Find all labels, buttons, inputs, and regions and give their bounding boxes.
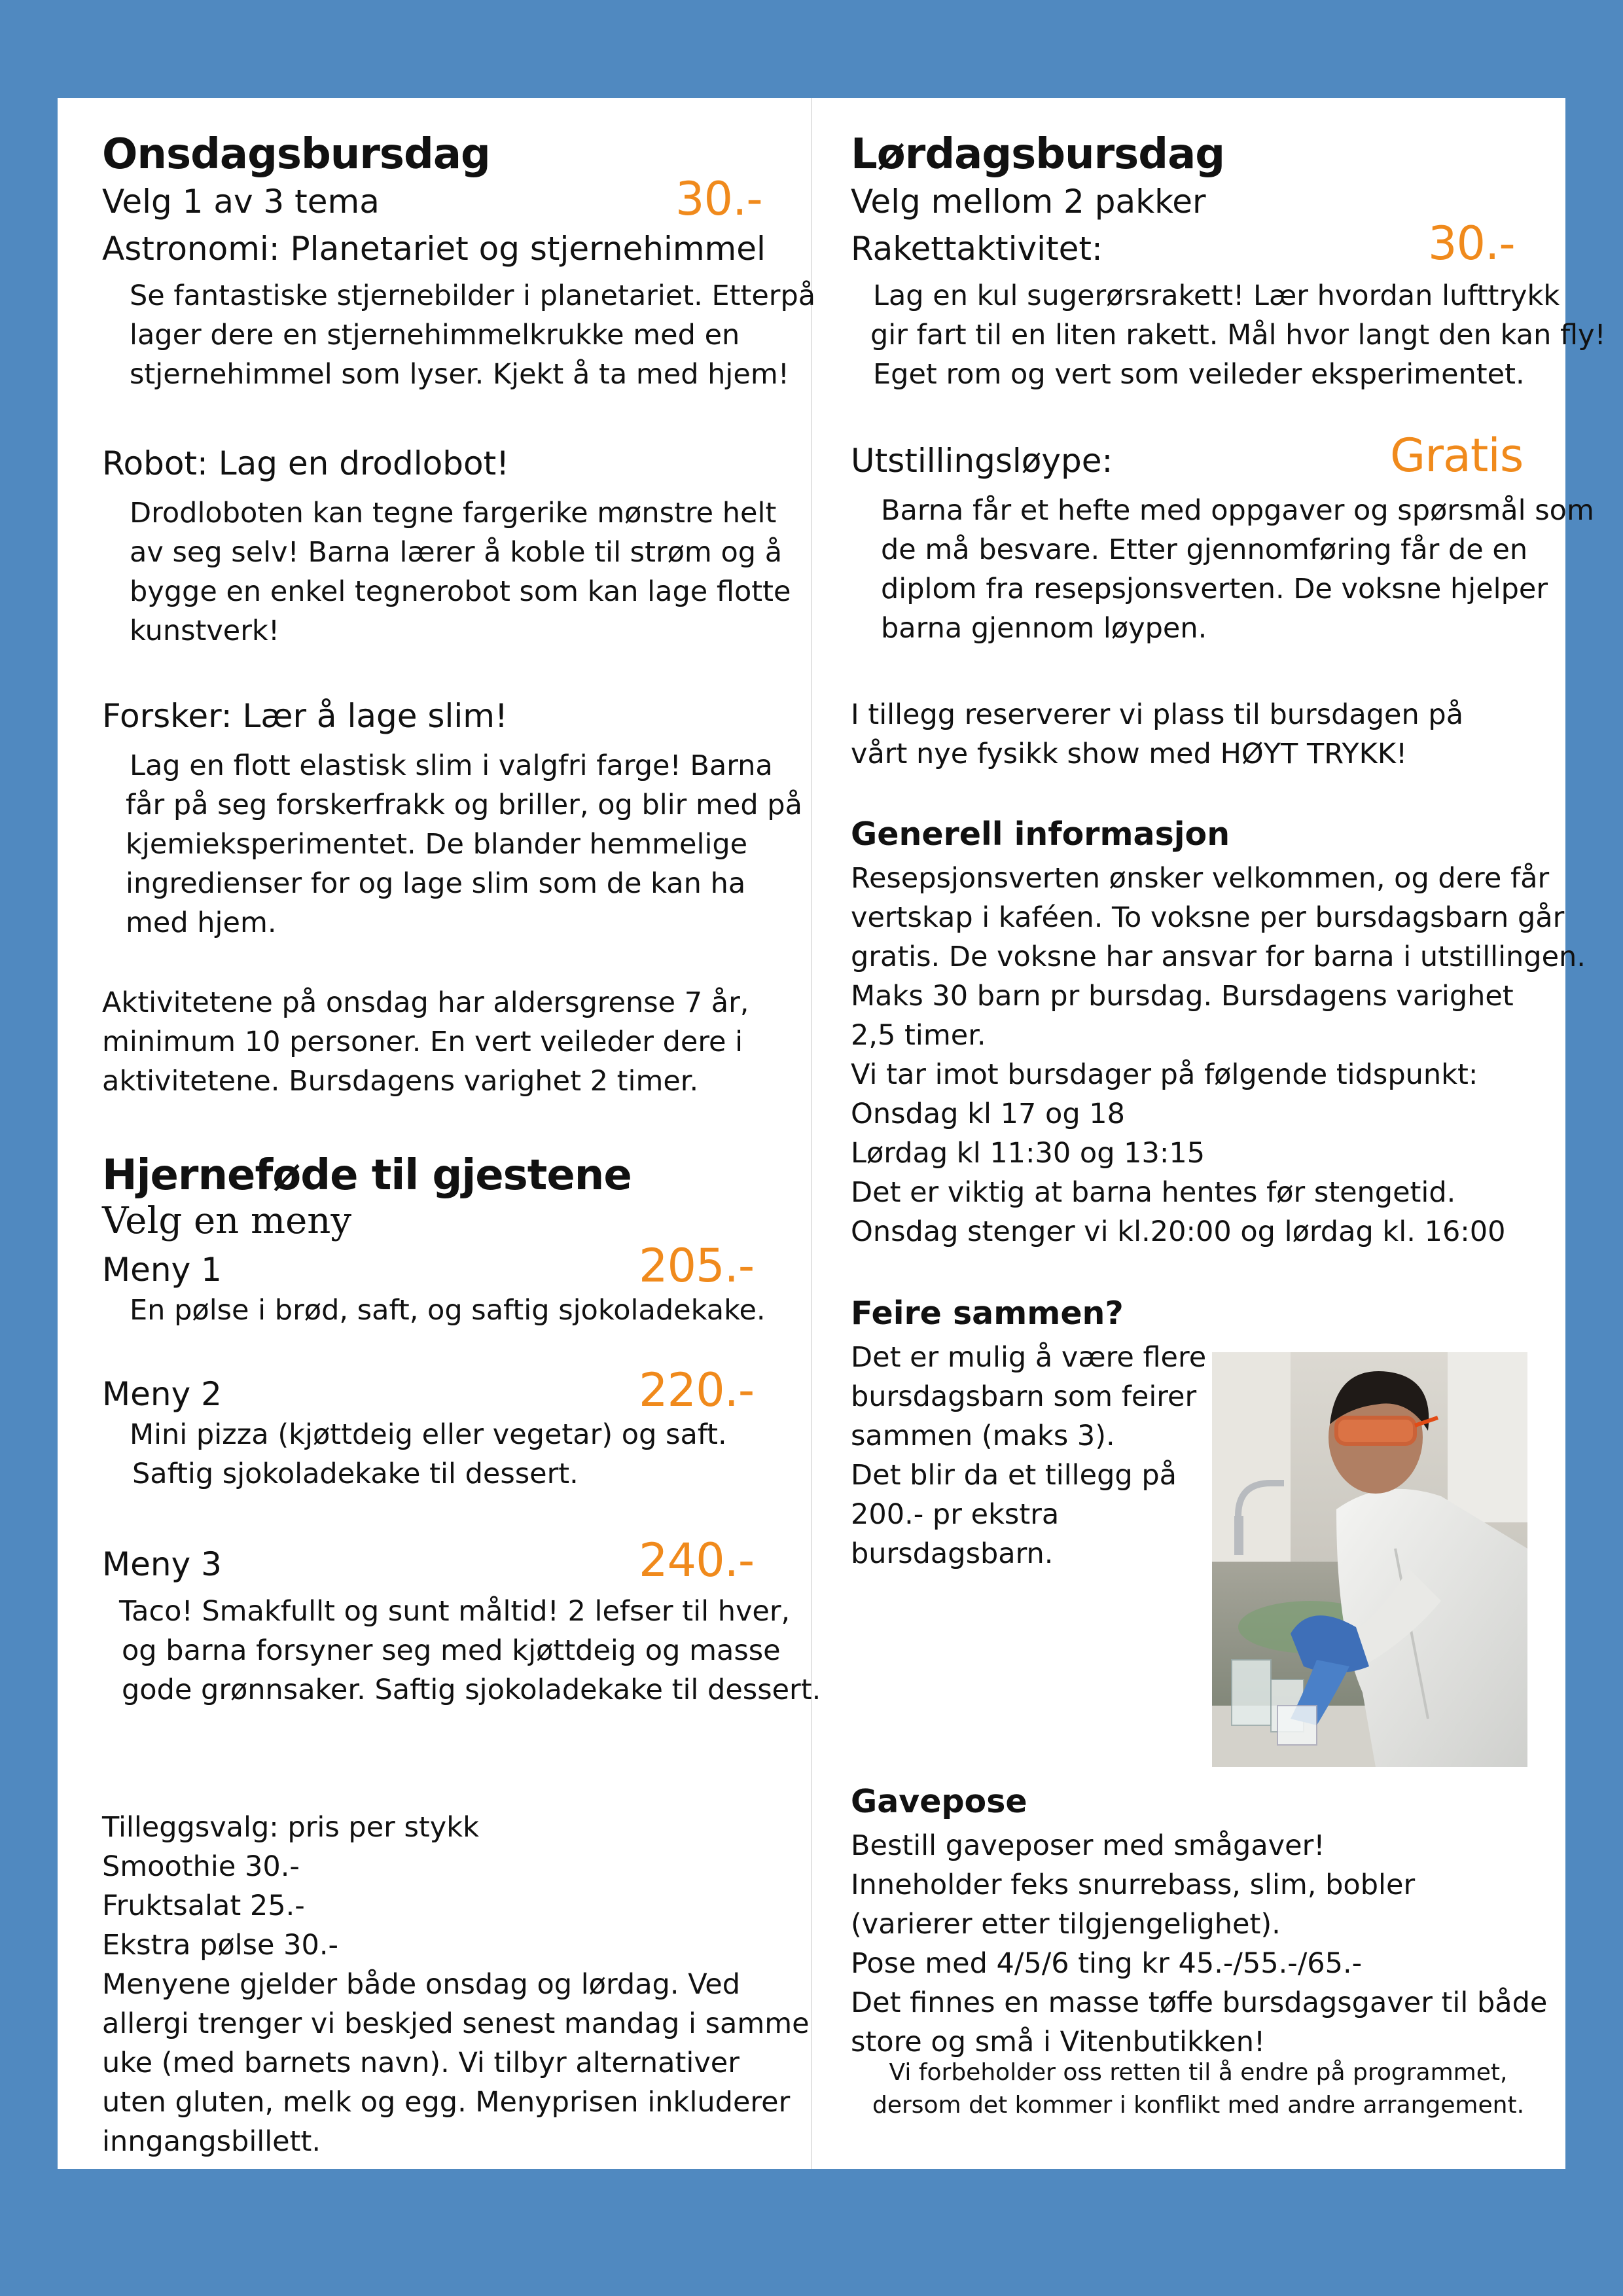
general-info-text: Resepsjonsverten ønsker velkommen, og dere får vertskap i kaféen. To voksne per bursdagsbarn går gratis. De voksne har ansvar for barna i utstillingen. Maks 30 barn pr bursdag. Bursdagens varighet 2,5 timer. Vi tar imot bursdager på følgende tidspunkt: Onsdag kl 17 og 18 Lørdag kl 11:30 og 13:15 Det er viktig at barna hentes før stengetid. Onsdag stenger vi kl.20:00 og lørdag kl. 16:00 (851, 862, 1586, 1248)
package-rakett-name: Rakettaktivitet: (851, 230, 1103, 268)
menu-1-price: 205.- (639, 1239, 755, 1293)
flyer-sheet (58, 98, 1606, 2169)
gift-bag-title: Gavepose (851, 1783, 1027, 1820)
menu-2-desc: Mini pizza (kjøttdeig eller vegetar) og saft. Saftig sjokoladekake til dessert. (130, 1418, 727, 1490)
menu-1-name: Meny 1 (102, 1251, 222, 1289)
lordag-extra-info: I tillegg reserverer vi plass til bursdagen på vårt nye fysikk show med HØYT TRYKK! (851, 698, 1464, 770)
onsdag-title: Onsdagsbursdag (102, 130, 490, 179)
theme-forsker-desc: Lag en flott elastisk slim i valgfri farge! Barna får på seg forskerfrakk og briller, og blir med på kjemieksperimentet. De blander hemmelige ingredienser for og lage slim som de kan ha med hjem. (126, 749, 802, 939)
theme-astronomi-name: Astronomi: Planetariet og stjernehimmel (102, 230, 766, 268)
disclaimer-footnote: Vi forbeholder oss retten til å endre på programmet, dersom det kommer i konflikt med andre arrangement. (872, 2059, 1525, 2119)
menu-1-desc: En pølse i brød, saft, og saftig sjokoladekake. (130, 1294, 766, 1327)
theme-forsker-name: Forsker: Lær å lage slim! (102, 697, 508, 735)
theme-astronomi-desc: Se fantastiske stjernebilder i planetariet. Etterpå lager dere en stjernehimmelkrukke med en stjernehimmel som lyser. Kjekt å ta med hjem! (130, 279, 816, 391)
menu-2-name: Meny 2 (102, 1375, 222, 1413)
package-utstilling-name: Utstillingsløype: (851, 442, 1113, 480)
package-utstilling-desc: Barna får et hefte med oppgaver og spørsmål som de må besvare. Etter gjennomføring får de en diplom fra resepsjonsverten. De voksne hjelper barna gjennom løypen. (881, 494, 1594, 645)
onsdag-price: 30.- (675, 172, 762, 226)
lordag-subtitle: Velg mellom 2 pakker (851, 183, 1206, 221)
general-info-title: Generell informasjon (851, 816, 1230, 853)
menu-3-price: 240.- (639, 1534, 755, 1587)
onsdag-subtitle: Velg 1 av 3 tema (102, 183, 380, 221)
package-rakett-price: 30.- (1428, 217, 1515, 270)
together-title: Feire sammen? (851, 1295, 1124, 1332)
theme-robot-desc: Drodloboten kan tegne fargerike mønstre helt av seg selv! Barna lærer å koble til strøm og å bygge en enkel tegnerobot som kan lage flotte kunstverk! (130, 497, 791, 647)
column-divider (811, 98, 812, 2169)
lordag-title: Lørdagsbursdag (851, 130, 1225, 179)
gift-bag-text: Bestill gaveposer med smågaver! Inneholder feks snurrebass, slim, bobler (varierer etter tilgjengelighet). Pose med 4/5/6 ting kr 45.-/55.-/65.- Det finnes en masse tøffe bursdagsgaver til både store og små i Vitenbutikken! (851, 1829, 1548, 2058)
food-title: Hjerneføde til gjestene (102, 1151, 632, 1200)
package-utstilling-price: Gratis (1390, 429, 1524, 482)
menu-3-desc: Taco! Smakfullt og sunt måltid! 2 lefser til hver, og barna forsyner seg med kjøttdeig og masse gode grønnsaker. Saftig sjokoladekake til dessert. (119, 1595, 821, 1706)
menu-3-name: Meny 3 (102, 1545, 222, 1583)
theme-robot-name: Robot: Lag en drodlobot! (102, 444, 510, 482)
onsdag-info: Aktivitetene på onsdag har aldersgrense 7 år, minimum 10 personer. En vert veileder dere i aktivitetene. Bursdagens varighet 2 timer. (102, 986, 749, 1098)
lab-photo (1212, 1352, 1527, 1767)
menu-2-price: 220.- (639, 1363, 755, 1417)
extras-and-allergy-info: Tilleggsvalg: pris per stykk Smoothie 30.- Fruktsalat 25.- Ekstra pølse 30.- Menyene gjelder både onsdag og lørdag. Ved allergi trenger vi beskjed senest mandag i samme uke (med barnets navn). Vi tilbyr alternativer uten gluten, melk og egg. Menyprisen inkluderer inngangsbillett. (102, 1811, 810, 2158)
together-text: Det er mulig å være flere bursdagsbarn som feirer sammen (maks 3). Det blir da et tillegg på 200.- pr ekstra bursdagsbarn. (851, 1341, 1207, 1570)
package-rakett-desc: Lag en kul sugerørsrakett! Lær hvordan lufttrykk gir fart til en liten rakett. Mål hvor langt den kan fly! Eget rom og vert som veileder eksperimentet. (870, 279, 1606, 391)
food-subtitle: Velg en meny (102, 1200, 351, 1242)
